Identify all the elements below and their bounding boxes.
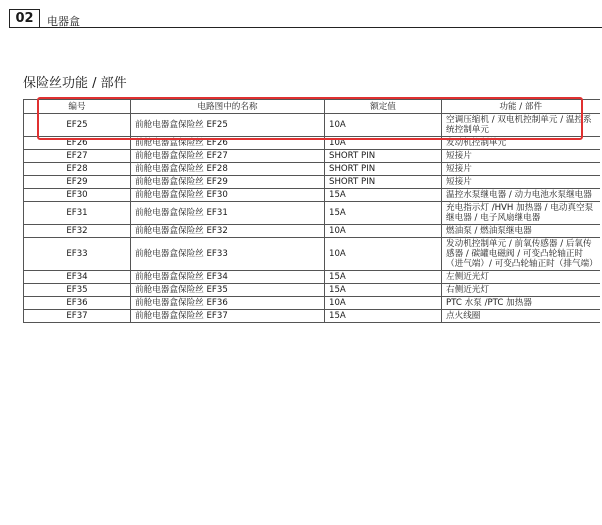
fuse-function: 充电指示灯 /HVH 加热器 / 电动真空泵继电器 / 电子风扇继电器 bbox=[442, 202, 600, 225]
fuse-rating: 10A bbox=[325, 114, 442, 137]
fuse-number: EF31 bbox=[24, 202, 131, 225]
fuse-function: PTC 水泵 /PTC 加热器 bbox=[442, 297, 600, 310]
column-header-number: 编号 bbox=[24, 100, 131, 114]
chapter-number: 02 bbox=[9, 9, 40, 28]
fuse-function: 短接片 bbox=[442, 163, 600, 176]
table-row bbox=[24, 310, 600, 323]
fuse-number: EF32 bbox=[24, 225, 131, 238]
fuse-number: EF37 bbox=[24, 310, 131, 323]
table-row bbox=[24, 202, 600, 225]
fuse-name: 前舱电器盒保险丝 EF30 bbox=[131, 189, 325, 202]
table-row bbox=[24, 150, 600, 163]
fuse-function: 短接片 bbox=[442, 150, 600, 163]
fuse-number: EF30 bbox=[24, 189, 131, 202]
table-row bbox=[24, 176, 600, 189]
table-row bbox=[24, 238, 600, 271]
table-row bbox=[24, 225, 600, 238]
section-title: 保险丝功能 / 部件 bbox=[23, 76, 127, 91]
fuse-number: EF34 bbox=[24, 271, 131, 284]
table-row bbox=[24, 297, 600, 310]
table-row bbox=[24, 284, 600, 297]
fuse-function: 点火线圈 bbox=[442, 310, 600, 323]
fuse-number: EF28 bbox=[24, 163, 131, 176]
fuse-rating: 10A bbox=[325, 225, 442, 238]
fuse-name: 前舱电器盒保险丝 EF31 bbox=[131, 202, 325, 225]
fuse-number: EF27 bbox=[24, 150, 131, 163]
fuse-number: EF26 bbox=[24, 137, 131, 150]
fuse-name: 前舱电器盒保险丝 EF37 bbox=[131, 310, 325, 323]
fuse-number: EF33 bbox=[24, 238, 131, 271]
column-header-function: 功能 / 部件 bbox=[442, 100, 600, 114]
fuse-name: 前舱电器盒保险丝 EF25 bbox=[131, 114, 325, 137]
fuse-rating: 10A bbox=[325, 137, 442, 150]
fuse-name: 前舱电器盒保险丝 EF26 bbox=[131, 137, 325, 150]
column-header-rating: 额定值 bbox=[325, 100, 442, 114]
fuse-rating: 10A bbox=[325, 238, 442, 271]
column-header-name: 电路图中的名称 bbox=[131, 100, 325, 114]
fuse-function: 右侧近光灯 bbox=[442, 284, 600, 297]
fuse-number: EF29 bbox=[24, 176, 131, 189]
fuse-function: 左侧近光灯 bbox=[442, 271, 600, 284]
fuse-function: 发动机控制单元 bbox=[442, 137, 600, 150]
fuse-name: 前舱电器盒保险丝 EF35 bbox=[131, 284, 325, 297]
fuse-function: 空调压缩机 / 双电机控制单元 / 温控系统控制单元 bbox=[442, 114, 600, 137]
fuse-rating: SHORT PIN bbox=[325, 150, 442, 163]
highlight-box bbox=[37, 97, 583, 140]
fuse-function: 燃油泵 / 燃油泵继电器 bbox=[442, 225, 600, 238]
fuse-rating: 10A bbox=[325, 297, 442, 310]
fuse-name: 前舱电器盒保险丝 EF28 bbox=[131, 163, 325, 176]
fuse-function: 发动机控制单元 / 前氧传感器 / 后氧传感器 / 碳罐电磁阀 / 可变凸轮轴正时（进气端）/ 可变凸轮轴正时（排气端） bbox=[442, 238, 600, 271]
fuse-rating: 15A bbox=[325, 284, 442, 297]
fuse-rating: 15A bbox=[325, 310, 442, 323]
fuse-name: 前舱电器盒保险丝 EF27 bbox=[131, 150, 325, 163]
fuse-number: EF36 bbox=[24, 297, 131, 310]
fuse-name: 前舱电器盒保险丝 EF29 bbox=[131, 176, 325, 189]
fuse-name: 前舱电器盒保险丝 EF33 bbox=[131, 238, 325, 271]
fuse-name: 前舱电器盒保险丝 EF36 bbox=[131, 297, 325, 310]
table-row bbox=[24, 163, 600, 176]
table-row bbox=[24, 271, 600, 284]
fuse-number: EF25 bbox=[24, 114, 131, 137]
table-row bbox=[24, 189, 600, 202]
fuse-rating: 15A bbox=[325, 202, 442, 225]
fuse-rating: SHORT PIN bbox=[325, 163, 442, 176]
fuse-rating: 15A bbox=[325, 271, 442, 284]
fuse-function: 温控水泵继电器 / 动力电池水泵继电器 bbox=[442, 189, 600, 202]
fuse-name: 前舱电器盒保险丝 EF32 bbox=[131, 225, 325, 238]
fuse-rating: SHORT PIN bbox=[325, 176, 442, 189]
header-rule bbox=[40, 27, 602, 28]
chapter-title: 电器盒 bbox=[47, 15, 80, 28]
fuse-rating: 15A bbox=[325, 189, 442, 202]
fuse-name: 前舱电器盒保险丝 EF34 bbox=[131, 271, 325, 284]
fuse-function: 短接片 bbox=[442, 176, 600, 189]
fuse-number: EF35 bbox=[24, 284, 131, 297]
